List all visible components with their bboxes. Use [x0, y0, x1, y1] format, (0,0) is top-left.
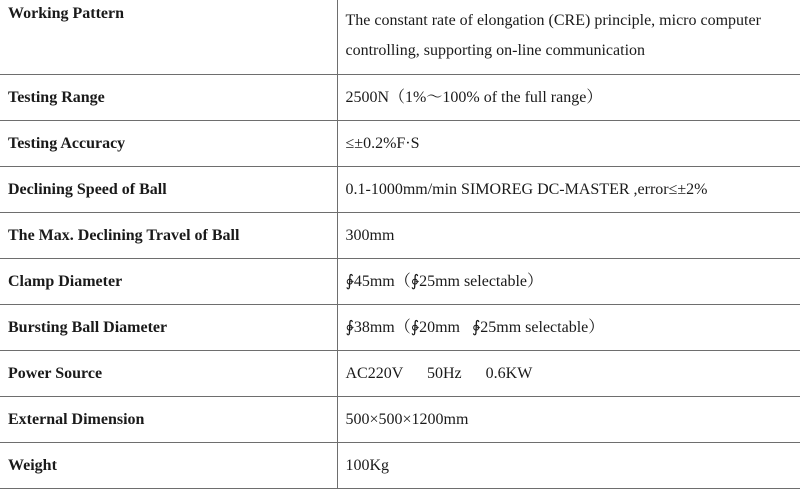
spec-label: Weight — [0, 443, 337, 489]
table-row — [0, 0, 800, 75]
table-row — [0, 121, 800, 167]
spec-value: 0.1-1000mm/min SIMOREG DC-MASTER ,error≤±2% — [337, 167, 800, 213]
spec-value: ≤±0.2%F·S — [337, 121, 800, 167]
spec-label: The Max. Declining Travel of Ball — [0, 213, 337, 259]
table-row — [0, 397, 800, 443]
table-row — [0, 75, 800, 121]
spec-value: The constant rate of elongation (CRE) principle, micro computer controlling, supporting on-line communication — [337, 0, 800, 75]
spec-value: 2500N（1%～100% of the full range） — [337, 75, 800, 121]
spec-value: AC220V 50Hz 0.6KW — [337, 351, 800, 397]
spec-value: ∲38mm（∲20mm ∲25mm selectable） — [337, 305, 800, 351]
spec-label: Testing Accuracy — [0, 121, 337, 167]
spec-value: ∲45mm（∲25mm selectable） — [337, 259, 800, 305]
table-row — [0, 443, 800, 489]
spec-label: Power Source — [0, 351, 337, 397]
spec-label: Bursting Ball Diameter — [0, 305, 337, 351]
spec-label: Working Pattern — [0, 0, 337, 75]
spec-value: 300mm — [337, 213, 800, 259]
spec-value: 500×500×1200mm — [337, 397, 800, 443]
spec-label: External Dimension — [0, 397, 337, 443]
table-row — [0, 167, 800, 213]
spec-label: Testing Range — [0, 75, 337, 121]
table-row — [0, 305, 800, 351]
table-row — [0, 213, 800, 259]
table-row — [0, 259, 800, 305]
table-row — [0, 351, 800, 397]
spec-label: Declining Speed of Ball — [0, 167, 337, 213]
spec-label: Clamp Diameter — [0, 259, 337, 305]
spec-value: 100Kg — [337, 443, 800, 489]
